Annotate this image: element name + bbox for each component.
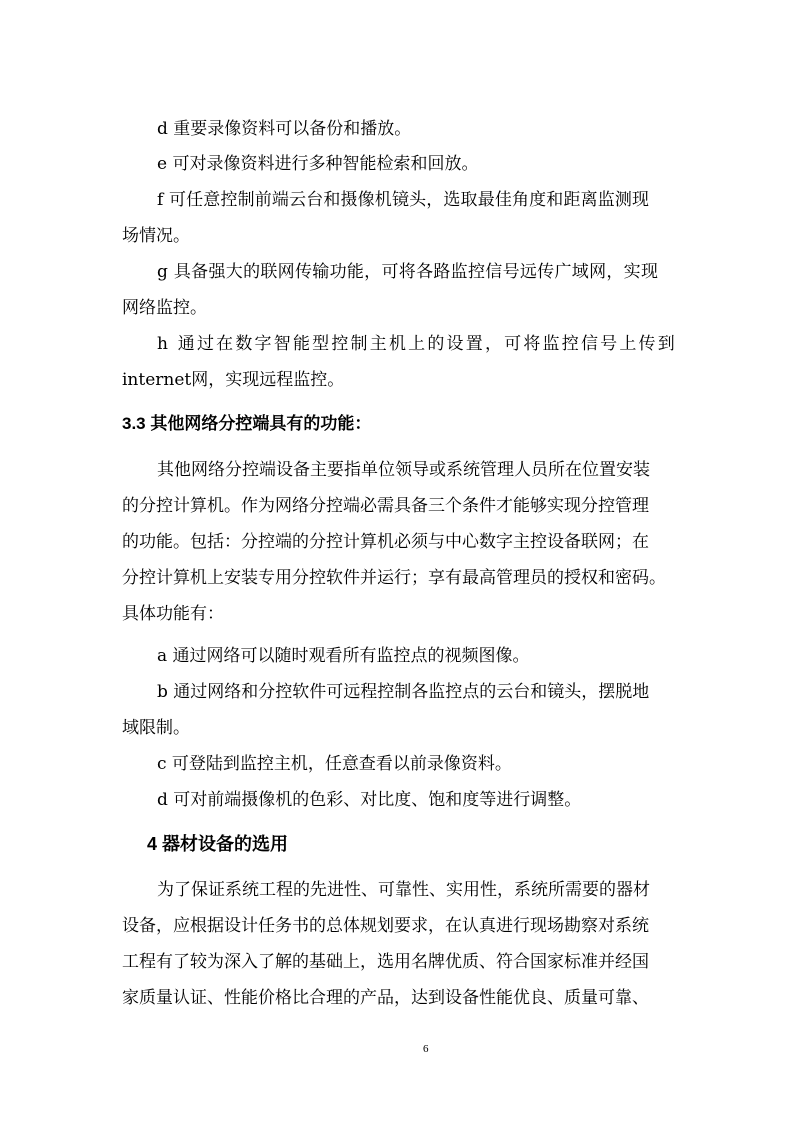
paragraph-line: 的分控计算机。作为网络分控端必需具备三个条件才能够实现分控管理	[122, 496, 649, 516]
list-item-h-main-cont: internet网，实现远程监控。	[122, 370, 345, 390]
list-item-b: b 通过网络和分控软件可远程控制各监控点的云台和镜头，摆脱地	[157, 682, 650, 702]
list-item-g-main: g 具备强大的联网传输功能，可将各路监控信号远传广域网，实现	[157, 262, 659, 282]
list-item-f-main: f 可任意控制前端云台和摄像机镜头，选取最佳角度和距离监测现	[157, 190, 650, 210]
list-item-b-cont: 域限制。	[122, 718, 190, 738]
section-heading-3-3: 3.3 其他网络分控端具有的功能：	[122, 414, 372, 433]
paragraph-line: 分控计算机上安装专用分控软件并运行；享有最高管理员的授权和密码。	[122, 568, 666, 588]
list-item-c: c 可登陆到监控主机，任意查看以前录像资料。	[157, 754, 512, 774]
paragraph-line: 家质量认证、性能价格比合理的产品，达到设备性能优良、质量可靠、	[122, 988, 649, 1008]
list-item-e-main: e 可对录像资料进行多种智能检索和回放。	[157, 154, 479, 174]
paragraph-line: 工程有了较为深入了解的基础上，选用名牌优质、符合国家标准并经国	[122, 952, 649, 972]
list-item-d-main: d 重要录像资料可以备份和播放。	[157, 119, 412, 139]
paragraph-line: 为了保证系统工程的先进性、可靠性、实用性，系统所需要的器材	[157, 880, 650, 900]
paragraph-line: 具体功能有：	[122, 604, 224, 624]
paragraph-line: 设备，应根据设计任务书的总体规划要求，在认真进行现场勘察对系统	[122, 916, 649, 936]
list-item-h-main: h 通过在数字智能型控制主机上的设置，可将监控信号上传到	[157, 334, 677, 354]
list-item-a: a 通过网络可以随时观看所有监控点的视频图像。	[157, 646, 530, 666]
paragraph-line: 的功能。包括：分控端的分控计算机必须与中心数字主控设备联网；在	[122, 532, 649, 552]
list-item-d: d 可对前端摄像机的色彩、对比度、饱和度等进行调整。	[157, 790, 582, 810]
paragraph-line: 其他网络分控端设备主要指单位领导或系统管理人员所在位置安装	[157, 460, 650, 480]
section-heading-4: 4 器材设备的选用	[147, 834, 289, 854]
list-item-f-main-cont: 场情况。	[122, 226, 190, 246]
page-number: 6	[423, 1043, 429, 1055]
list-item-g-main-cont: 网络监控。	[122, 298, 207, 318]
